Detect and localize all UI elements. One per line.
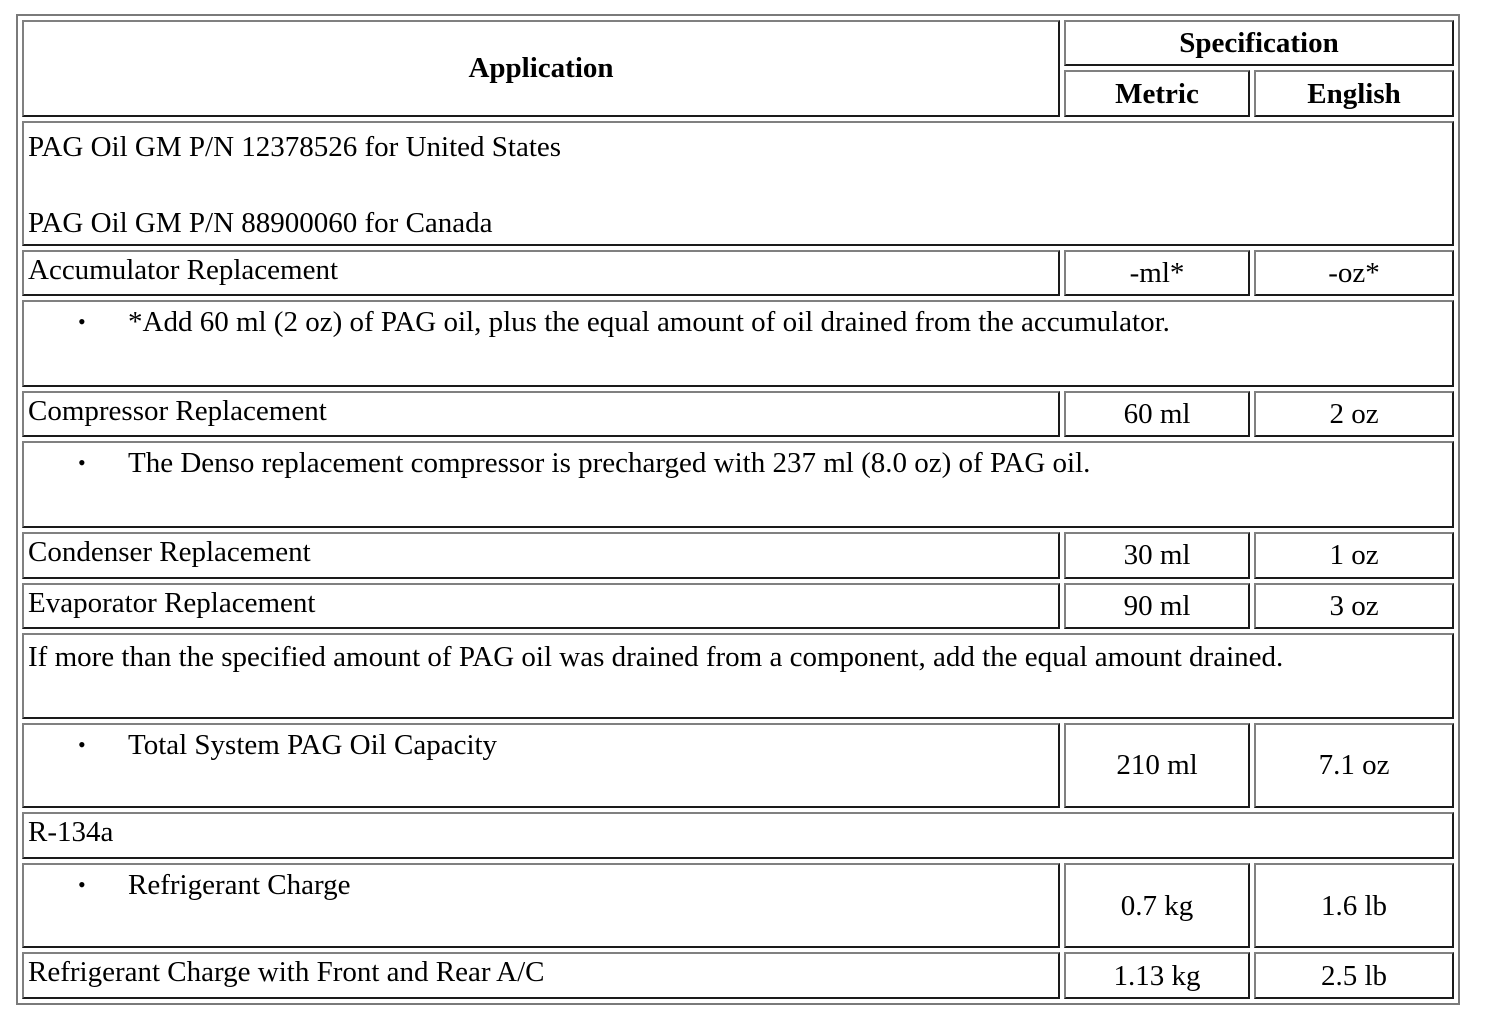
- total-capacity-text: Total System PAG Oil Capacity: [128, 728, 498, 761]
- total-capacity-english: 7.1 oz: [1254, 723, 1454, 809]
- refrigerant-front-rear-english: 2.5 lb: [1254, 952, 1454, 999]
- accumulator-note: [22, 300, 1454, 387]
- bullet-icon: •: [78, 871, 86, 897]
- header-english: English: [1254, 70, 1454, 116]
- refrigerant-front-rear-metric: 1.13 kg: [1064, 952, 1250, 999]
- compressor-label: Compressor Replacement: [22, 391, 1060, 437]
- header-metric: Metric: [1064, 70, 1250, 116]
- condenser-label: Condenser Replacement: [22, 532, 1060, 578]
- compressor-note: [22, 441, 1454, 528]
- bullet-icon: •: [78, 450, 86, 476]
- bullet-icon: •: [78, 731, 86, 757]
- compressor-metric: 60 ml: [1064, 391, 1250, 437]
- accumulator-metric: -ml*: [1064, 250, 1250, 296]
- refrigerant-type: R-134a: [22, 812, 1454, 858]
- refrigerant-charge-english: 1.6 lb: [1254, 863, 1454, 949]
- total-capacity-metric: 210 ml: [1064, 723, 1250, 809]
- drained-note-text: If more than the specified amount of PAG oil was drained from a component, add the equal amount drained.: [28, 640, 1284, 673]
- compressor-note-text: The Denso replacement compressor is precharged with 237 ml (8.0 oz) of PAG oil.: [128, 447, 1091, 480]
- specification-table: [16, 14, 1460, 1005]
- evaporator-metric: 90 ml: [1064, 583, 1250, 629]
- refrigerant-charge-text: Refrigerant Charge: [128, 868, 351, 901]
- pag-oil-canada: PAG Oil GM P/N 88900060 for Canada: [28, 206, 493, 239]
- refrigerant-charge-label: [22, 863, 1060, 949]
- accumulator-label: Accumulator Replacement: [22, 250, 1060, 296]
- drained-note: [22, 633, 1454, 719]
- total-capacity-label: [22, 723, 1060, 809]
- accumulator-note-text: *Add 60 ml (2 oz) of PAG oil, plus the equal amount of oil drained from the accumulator.: [128, 306, 1170, 339]
- header-specification: Specification: [1064, 20, 1454, 66]
- refrigerant-charge-metric: 0.7 kg: [1064, 863, 1250, 949]
- bullet-icon: •: [78, 309, 86, 335]
- header-application: Application: [22, 20, 1060, 117]
- evaporator-label: Evaporator Replacement: [22, 583, 1060, 629]
- condenser-english: 1 oz: [1254, 532, 1454, 578]
- pag-oil-us: PAG Oil GM P/N 12378526 for United States: [28, 130, 562, 163]
- condenser-metric: 30 ml: [1064, 532, 1250, 578]
- accumulator-english: -oz*: [1254, 250, 1454, 296]
- compressor-english: 2 oz: [1254, 391, 1454, 437]
- evaporator-english: 3 oz: [1254, 583, 1454, 629]
- refrigerant-front-rear-label: Refrigerant Charge with Front and Rear A/C: [22, 952, 1060, 999]
- pag-oil-part-numbers: [22, 121, 1454, 246]
